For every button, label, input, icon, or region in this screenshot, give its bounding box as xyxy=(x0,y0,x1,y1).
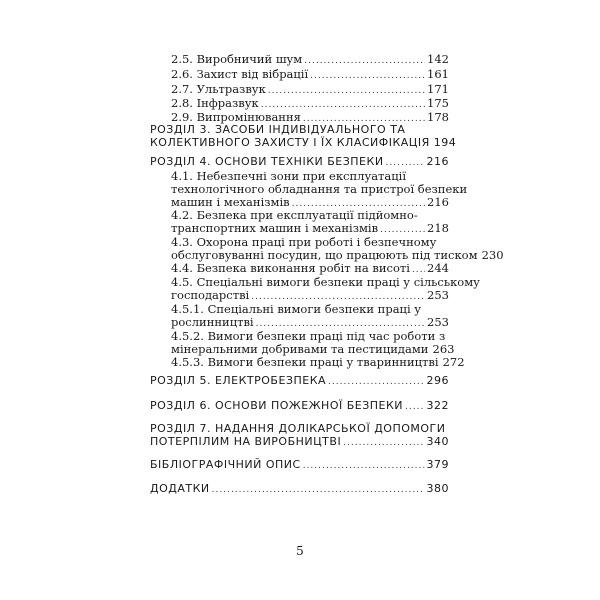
toc-entry-4-5-2-line1: 4.5.2. Вимоги безпеки праці під час роботи з xyxy=(171,329,446,343)
toc-entry-page: 253 xyxy=(427,315,449,329)
toc-entry-label: 2.6. Захист від вібрації xyxy=(171,67,309,81)
toc-entry-4-2-line1: 4.2. Безпека при експлуатації підйомно- xyxy=(171,208,418,222)
toc-entry-label: ДОДАТКИ xyxy=(150,482,210,495)
toc-entry-label: 4.4. Безпека виконання робіт на висоті xyxy=(171,261,410,275)
toc-entry-4-5 xyxy=(171,289,449,303)
toc-entry-label: обслуговуванні посудин, що працюють під тиском xyxy=(171,248,478,262)
toc-entry-page: 178 xyxy=(427,110,449,124)
leader-dots xyxy=(304,55,425,67)
leader-dots xyxy=(386,157,425,169)
toc-entry-label: БІБЛІОГРАФІЧНИЙ ОПИС xyxy=(150,458,301,471)
leader-dots xyxy=(212,484,425,496)
toc-entry-page: 272 xyxy=(442,355,465,369)
toc-entry-label: рослинництві xyxy=(171,315,254,329)
toc-entry-label: РОЗДІЛ 5. ЕЛЕКТРОБЕЗПЕКА xyxy=(150,374,327,387)
toc-entry-label: 2.5. Виробничий шум xyxy=(171,52,303,66)
toc-entry-4-3-line1: 4.3. Охорона праці при роботі і безпечному xyxy=(171,235,437,249)
toc-entry-page: 322 xyxy=(426,399,449,412)
toc-entry-page: 194 xyxy=(433,136,457,149)
toc-entry-4-5-line1: 4.5. Спеціальні вимоги безпеки праці у сільському xyxy=(171,275,480,289)
toc-entry-page: 175 xyxy=(427,96,449,110)
toc-entry-page: 379 xyxy=(426,458,449,471)
toc-entry-page: 216 xyxy=(427,195,449,209)
leader-dots xyxy=(310,70,425,82)
toc-entry-chapter-7 xyxy=(150,436,449,449)
toc-entry-2-7 xyxy=(171,83,449,97)
toc-entry-label: ПОТЕРПІЛИМ НА ВИРОБНИЦТВІ xyxy=(150,435,342,448)
toc-entry-page: 171 xyxy=(427,82,449,96)
toc-entry-4-4 xyxy=(171,262,449,276)
toc-entry-chapter-5 xyxy=(150,375,449,388)
toc-entry-label: господарстві xyxy=(171,288,250,302)
toc-entry-label: транспортних машин і механізмів xyxy=(171,221,379,235)
toc-entry-chapter-6 xyxy=(150,400,449,413)
leader-dots xyxy=(343,437,424,449)
toc-entry-label: мінеральними добривами та пестицидами xyxy=(171,342,429,356)
toc-entry-4-5-1-line1: 4.5.1. Спеціальні вимоги безпеки праці у xyxy=(171,302,422,316)
toc-entry-label: машин і механізмів xyxy=(171,195,290,209)
toc-entry-bibliography xyxy=(150,459,449,472)
toc-entry-4-2 xyxy=(171,222,449,236)
toc-entry-page: 380 xyxy=(426,482,449,495)
leader-dots xyxy=(303,460,425,472)
toc-entry-2-5 xyxy=(171,53,449,67)
toc-entry-label: РОЗДІЛ 4. ОСНОВИ ТЕХНІКИ БЕЗПЕКИ xyxy=(150,155,384,168)
toc-entry-4-5-3 xyxy=(171,355,465,370)
toc-entry-label: 4.5.3. Вимоги безпеки праці у тваринництві xyxy=(171,355,439,369)
toc-entry-label: РОЗДІЛ 6. ОСНОВИ ПОЖЕЖНОЇ БЕЗПЕКИ xyxy=(150,399,404,412)
toc-entry-label: 2.9. Випромінювання xyxy=(171,110,301,124)
toc-entry-page: 296 xyxy=(426,374,449,387)
toc-entry-page: 142 xyxy=(427,52,449,66)
toc-entry-label: КОЛЕКТИВНОГО ЗАХИСТУ І ЇХ КЛАСИФІКАЦІЯ xyxy=(150,136,430,149)
toc-entry-4-5-1 xyxy=(171,316,449,330)
toc-entry-2-8 xyxy=(171,97,449,111)
toc-entry-4-1-line1: 4.1. Небезпечні зони при експлуатації xyxy=(171,169,407,183)
toc-entry-appendix xyxy=(150,483,449,496)
toc-entry-chapter-4 xyxy=(150,156,449,169)
toc-entry-page: 230 xyxy=(481,248,504,262)
toc-entry-page: 263 xyxy=(432,342,455,356)
toc-entry-page: 253 xyxy=(427,288,449,302)
toc-chapter-3-line1: РОЗДІЛ 3. ЗАСОБИ ІНДИВІДУАЛЬНОГО ТА xyxy=(150,123,406,136)
toc-entry-page: 216 xyxy=(426,155,449,168)
toc-entry-page: 218 xyxy=(427,221,449,235)
toc-entry-page: 340 xyxy=(426,435,449,448)
toc-entry-label: 2.8. Інфразвук xyxy=(171,96,259,110)
leader-dots xyxy=(405,401,424,413)
leader-dots xyxy=(328,376,424,388)
toc-entry-label: 2.7. Ультразвук xyxy=(171,82,266,96)
toc-entry-4-1-line2: технологічного обладнання та пристрої безпеки xyxy=(171,182,468,196)
page-number: 5 xyxy=(296,544,304,558)
leader-dots xyxy=(268,85,425,97)
toc-chapter-7-line1: РОЗДІЛ 7. НАДАННЯ ДОЛІКАРСЬКОЇ ДОПОМОГИ xyxy=(150,422,446,435)
toc-entry-2-6 xyxy=(171,68,449,82)
toc-entry-page: 244 xyxy=(427,261,449,275)
toc-entry-page: 161 xyxy=(427,67,449,81)
toc-entry-chapter-3 xyxy=(150,136,457,150)
